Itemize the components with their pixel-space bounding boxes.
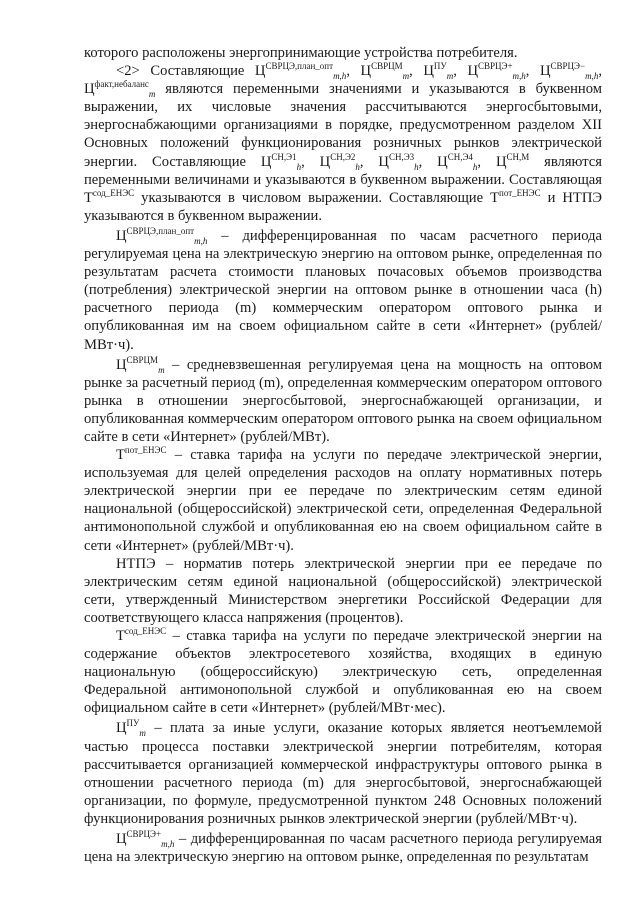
paragraph-def-svrtse-plan: $Ц^{СВРЦЭ,план\_опт}_{m,h}$ – дифференцированная по часам расчетного периода регулируемая цена на электрическую энергию на оптовом рынке, определенная по результатам расчета стоимости плановых почасовых объемов производства (потребления) электрической энергии на оптовом рынке в отношении часа (h) расчетного периода (m) коммерческим оператором оптового рынка и опубликованная им на своем официальном сайте в сети «Интернет» (рублей/МВт·ч). (84, 226, 602, 353)
paragraph-def-ntpe: НТПЭ – норматив потерь электрической энергии при ее передаче по электрическим сетям единой национальной (общероссийской) электрической сети, утвержденный Министерством энергетики Российской Федерации для соответствующего класса напряжения (процентов). (84, 555, 602, 626)
paragraph-def-t-sod: $Т^{сод\_ЕНЭС}$ – ставка тарифа на услуги по передаче электрической энергии на содержание объектов электросетевого хозяйства, входящих в единую национальную (общероссийскую) электрическую сеть, определенная Федеральной антимонопольной службой и опубликованная ею на своем официальном сайте в сети «Интернет» (рублей/МВт·мес). (84, 626, 602, 717)
paragraph-def-svrtse-plus: $Ц^{СВРЦЭ+}_{m,h}$ – дифференцированная по часам расчетного периода регулируемая цена на электрическую энергию на оптовом рынке, определенная по результатам (84, 829, 602, 866)
paragraph-def-svrtsm: $Ц^{СВРЦМ}_m$ – средневзвешенная регулируемая цена на мощность на оптовом рынке за расчетный период (m), определенная коммерческим оператором оптового рынка в отношении энергосбытовой, энергоснабжающей организации, и опубликованная коммерческим оператором оптового рынка на своем официальном сайте в сети «Интернет» (рублей/МВт). (84, 354, 602, 445)
paragraph-note-2: <2> Составляющие $Ц^{СВРЦЭ,план\_опт}_{m,h}$, $Ц^{СВРЦМ}_m$, $Ц^{ПУ}_m$, $Ц^{СВРЦЭ+}_{m,h}$, $Ц^{СВРЦЭ-}_{m,h}$, $Ц^{факт,небаланс}_m$ являются переменными значениями и указываются в буквенном выражении, их числовые значения рассчитываются энергосбытовыми, энергоснабжающими организациями в порядке, предусмотренном разделом XII Основных положений функционирования розничных рынков электрической энергии. Составляющие $Ц^{СН,Э1}_h$, $Ц^{СН,Э2}_h$, $Ц^{СН,Э3}_h$, $Ц^{СН,Э4}_h$, $Ц^{СН,М}$ являются переменными величинами и указываются в буквенном выражении. Составляющая $Т^{сод\_ЕНЭС}$ указываются в числовом выражении. Составляющие $Т^{пот\_ЕНЭС}$ и НТПЭ указываются в буквенном выражении. (84, 61, 603, 224)
paragraph-def-pu: $Ц^{ПУ}_m$ – плата за иные услуги, оказание которых является неотъемлемой частью процесса поставки электрической энергии потребителям, которая рассчитывается организацией коммерческой инфраструктуры оптового рынка в отношении расчетного периода (m) для энергосбытовой, энергоснабжающей организации, по формуле, предусмотренной пунктом 248 Основных положений функционирования розничных рынков электрической энергии (рублей/МВт·ч). (84, 718, 602, 827)
paragraph-continuation: которого расположены энергопринимающие устройства потребителя. (84, 45, 518, 61)
paragraph-def-t-pot: $Т^{пот\_ЕНЭС}$ – ставка тарифа на услуги по передаче электрической энергии, используемая для целей определения расходов на оплату нормативных потерь электрической энергии при ее передаче по электрическим сетям единой национальной (общероссийской) электрической сети, определенная Федеральной антимонопольной службой и опубликованная ею на своем официальном сайте в сети «Интернет» (рублей/МВт·ч). (84, 445, 602, 554)
